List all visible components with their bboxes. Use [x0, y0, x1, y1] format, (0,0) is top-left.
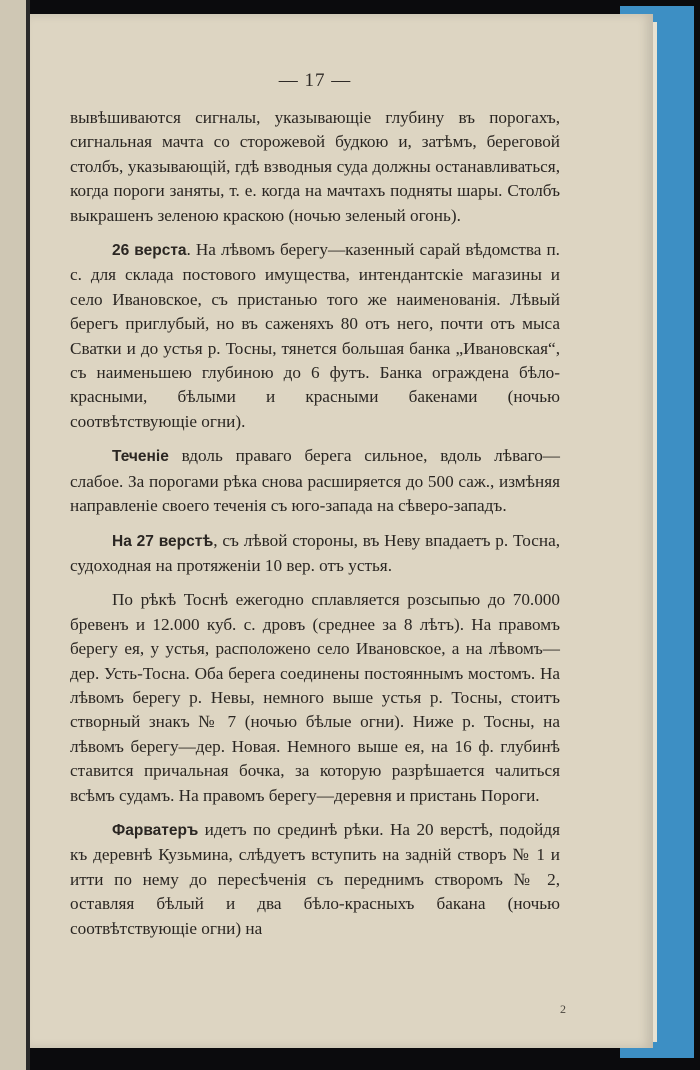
paragraph [70, 238, 560, 434]
paragraph-text: . На лѣвомъ берегу—казенный сарай вѣдомства п. с. для склада постового имущества, интендантскіе магазины и село Ивановское, съ пристанью того же наименованія. Лѣвый берегъ приглубый, но въ саженяхъ 80 отъ него, почти отъ мыса Сватки и до устья р. Тосны, тянется большая банка „Ивановская“, съ наименьшею глубиною до 6 футъ. Банка ограждена бѣло-красными, бѣлыми и красными бакенами (ночью соотвѣтствующіе огни). [70, 240, 560, 431]
paragraph [70, 444, 560, 518]
signature-mark: 2 [560, 1002, 566, 1016]
paragraph [70, 818, 560, 941]
paragraph-text: По рѣкѣ Тоснѣ ежегодно сплавляется розсыпью до 70.000 бревенъ и 12.000 куб. с. дровъ (среднее за 8 лѣтъ). На правомъ берегу ея, у устья, расположено село Ивановское, а на лѣвомъ—дер. Усть-Тосна. Оба берега соединены постояннымъ мостомъ. На лѣвомъ берегу р. Невы, немного выше устья р. Тосны, стоитъ створный знакъ № 7 (ночью бѣлые огни). Ниже р. Тосны, на лѣвомъ берегу—дер. Новая. Немного выше ея, на 16 ф. глубинѣ ставится причальная бочка, за которую разрѣшается чалиться всѣмъ судамъ. На правомъ берегу—деревня и пристань Пороги. [70, 590, 560, 805]
paragraph [70, 106, 560, 228]
paragraph-lead: На 27 верстѣ [112, 532, 214, 550]
paragraph-lead: Теченіе [112, 448, 169, 466]
paragraph-text: вывѣшиваются сигналы, указывающіе глубину въ порогахъ, сигнальная мачта со сторожевой будкою и, затѣмъ, береговой столбъ, указывающій, гдѣ взводныя суда должны останавливаться, когда пороги заняты, т. е. когда на мачтахъ подняты шары. Столбъ выкрашенъ зеленою краскою (ночью зеленый огонь). [70, 108, 560, 225]
paragraph-text: вдоль праваго берега сильное, вдоль лѣваго—слабое. За порогами рѣка снова расширяется до 500 саж., измѣняя направленіе своего теченія съ юго-запада на сѣверо-западъ. [70, 446, 560, 516]
previous-page-edge [0, 0, 26, 1070]
paragraph-text: , съ лѣвой стороны, въ Неву впадаетъ р. Тосна, судоходная на протяженіи 10 вер. отъ устья. [70, 530, 560, 575]
page-number-header: — 17 — [278, 70, 352, 91]
paragraph [70, 588, 560, 808]
paragraph [70, 529, 560, 579]
paragraph-lead: Фарватеръ [112, 821, 199, 839]
paragraph-lead: 26 верста [112, 242, 187, 260]
paragraph-text: идетъ по срединѣ рѣки. На 20 верстѣ, подойдя къ деревнѣ Кузьмина, слѣдуетъ вступить на задній створъ № 1 и итти по нему до пересѣченія съ переднимъ створомъ № 2, оставляя бѣлый и два бѣло-красныхъ бакана (ночью соотвѣтствующіе огни) на [70, 819, 560, 938]
book-page [30, 14, 653, 1048]
page-content [70, 70, 560, 951]
